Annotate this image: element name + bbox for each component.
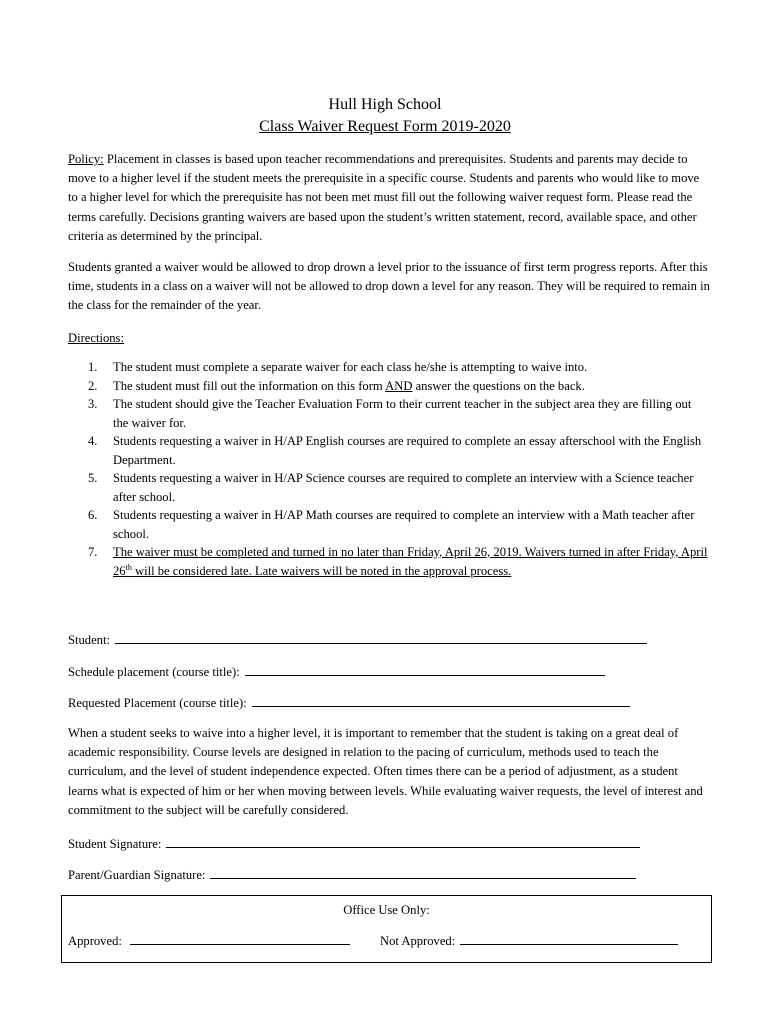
form-title: Class Waiver Request Form 2019-2020 — [259, 118, 511, 135]
student-field — [68, 629, 647, 649]
student-signature-line[interactable] — [166, 833, 640, 848]
parent-signature-line[interactable] — [210, 864, 636, 879]
parent-signature-field — [68, 864, 636, 884]
office-use-title: Office Use Only: — [343, 903, 430, 917]
parent-signature-label: Parent/Guardian Signature: — [68, 868, 206, 882]
approved-line[interactable] — [130, 930, 350, 945]
direction-item-3: 3. The student should give the Teacher Evaluation Form to their current teacher in the subject area they are filling out the waiver for. — [88, 397, 692, 430]
direction-item-6: 6. Students requesting a waiver in H/AP Math courses are required to complete an interview with a Math teacher after school. — [88, 508, 695, 541]
student-label: Student: — [68, 633, 110, 647]
approved-label: Approved: — [68, 934, 122, 948]
drop-level-paragraph: Students granted a waiver would be allowed to drop drown a level prior to the issuance of first term progress reports. After this time, students in a class on a waiver will not be allowed to drop down a level for any reason. They will be required to remain in the class for the remainder of the year. — [68, 260, 710, 313]
not-approved-field — [380, 930, 678, 950]
policy-label: Policy: — [68, 152, 104, 166]
direction-item-2: 2. The student must fill out the information on this form AND answer the questions on the back. — [88, 378, 585, 393]
student-input-line[interactable] — [115, 629, 647, 644]
student-signature-label: Student Signature: — [68, 837, 162, 851]
and-emphasis: AND — [385, 378, 413, 393]
schedule-placement-input-line[interactable] — [245, 661, 605, 676]
student-signature-field — [68, 833, 640, 853]
directions-heading: Directions: — [68, 331, 124, 345]
direction-item-7: 7. The waiver must be completed and turned in no later than Friday, April 26, 2019. Waivers turned in after Friday, April 26th will be considered late. Late waivers will be noted in the approval process. — [88, 545, 708, 578]
approved-field — [68, 930, 350, 950]
requested-placement-input-line[interactable] — [252, 692, 630, 707]
school-name: Hull High School — [328, 96, 442, 113]
not-approved-label: Not Approved: — [380, 934, 456, 948]
direction-item-4: 4. Students requesting a waiver in H/AP English courses are required to complete an essay afterschool with the English Department. — [88, 434, 702, 467]
office-use-box — [61, 895, 712, 963]
not-approved-line[interactable] — [460, 930, 678, 945]
requested-placement-label: Requested Placement (course title): — [68, 696, 247, 710]
direction-item-1: 1. The student must complete a separate waiver for each class he/she is attempting to waive into. — [88, 360, 588, 374]
directions-list — [68, 358, 708, 580]
responsibility-paragraph: When a student seeks to waive into a higher level, it is important to remember that the student is taking on a great deal of academic responsibility. Course levels are designed in relation to the pacing of curriculum, methods used to teach the curriculum, and the level of student independence expected. Often times there can be a period of adjustment, as a student learns what is expected of him or her when moving between levels. While evaluating waiver requests, the level of interest and commitment to the subject will be carefully considered. — [68, 726, 703, 817]
schedule-placement-field — [68, 661, 605, 681]
requested-placement-field — [68, 692, 630, 712]
direction-item-5: 5. Students requesting a waiver in H/AP Science courses are required to complete an interview with a Science teacher after school. — [88, 471, 694, 504]
policy-paragraph — [68, 150, 710, 246]
schedule-placement-label: Schedule placement (course title): — [68, 665, 240, 679]
policy-text: Placement in classes is based upon teacher recommendations and prerequisites. Students and parents may decide to move to a higher level if the student meets the prerequisite in a specific course. Students and parents who would like to move to a higher level for which the prerequisite has not been met must fill out the following waiver request form. Please read the terms carefully. Decisions granting waivers are based upon the student’s written statement, record, available space, and other criteria as determined by the principal. — [68, 152, 700, 243]
